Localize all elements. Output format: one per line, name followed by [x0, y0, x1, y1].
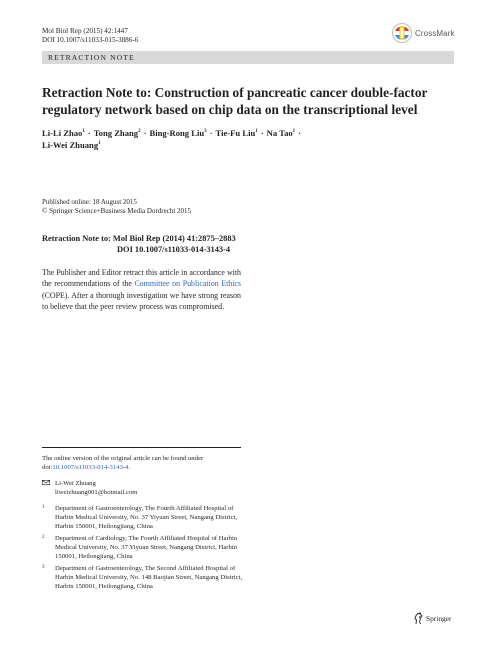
body-text: The Publisher and Editor retract this article in accordance with the recommendations of the	[42, 268, 241, 289]
footnote-divider	[42, 447, 241, 448]
springer-horse-icon	[413, 612, 424, 625]
article-title: Retraction Note to: Construction of pancreatic cancer double-factor regulatory network based on chip data on the transcriptional level	[42, 85, 428, 117]
published-online: Published online: 18 August 2015	[42, 198, 137, 206]
publisher-logo	[413, 612, 451, 625]
affiliation-text: Department of Cardiology, The Fourth Affiliated Hospital of Harbin Medical University, No. 37 Yiyuan Street, Nangang District, Harbin 150001, Heilongjiang, China	[55, 535, 238, 560]
online-version-note	[42, 454, 252, 472]
author-separator: ·	[298, 128, 302, 138]
affiliation-text: Department of Gastroenterology, The Second Affiliated Hospital of Harbin Medical University, No. 148 Baojian Street, Nangang District, Harbin 150001, Heilongjiang, China	[55, 565, 243, 590]
crossmark-label: CrossMark	[415, 28, 455, 38]
author-affiliation-marker: 3	[204, 129, 207, 135]
affiliation-number: 3	[42, 565, 45, 570]
retraction-body	[42, 267, 241, 313]
author-name[interactable]: Li-Wei Zhuang	[42, 139, 99, 150]
affiliation-text: Department of Gastroenterology, The Fourth Affiliated Hospital of Harbin Medical University, No. 37 Yiyuan Street, Nangang District, Harbin 150001, Heilongjiang, China	[55, 505, 238, 530]
corresponding-author-name: Li-Wei Zhuang	[55, 480, 96, 487]
affiliation-number: 1	[42, 505, 45, 510]
author-affiliation-marker: 1	[82, 129, 85, 135]
online-note-text: The online version of the original article can be found under doi:	[42, 455, 204, 471]
author-affiliation-marker: 1	[292, 129, 296, 135]
retraction-reference-doi[interactable]: DOI 10.1007/s11033-014-3143-4	[117, 244, 231, 254]
journal-citation: Mol Biol Rep (2015) 42:1447	[42, 27, 128, 35]
author-list	[42, 128, 462, 151]
cope-link[interactable]: Committee on Publication Ethics	[134, 279, 241, 289]
publisher-name: Springer	[426, 614, 452, 623]
section-label: RETRACTION NOTE	[48, 53, 135, 62]
copyright-notice: © Springer Science+Business Media Dordrecht 2015	[42, 207, 192, 215]
original-article-doi-link[interactable]: 10.1007/s11033-014-3143-4	[52, 464, 129, 471]
body-text: (COPE). After a thorough investigation we have strong reason to believe that the peer review process was compromised.	[42, 290, 241, 312]
author-name[interactable]: Tie-Fu Liu	[215, 128, 256, 138]
author-separator: ·	[87, 128, 91, 138]
author-name[interactable]: Na Tao	[266, 128, 293, 138]
author-separator: ·	[209, 128, 213, 138]
author-name[interactable]: Bing-Rong Liu	[149, 128, 205, 138]
affiliation-number: 2	[42, 535, 45, 540]
author-name[interactable]: Tong Zhang	[93, 128, 139, 138]
corresponding-author-email[interactable]: liweizhuang001@hotmail.com	[55, 489, 138, 496]
author-name[interactable]: Li-Li Zhao	[42, 128, 83, 138]
retraction-reference: Retraction Note to: Mol Biol Rep (2014) 41:2875–2883	[42, 234, 236, 243]
online-note-end: .	[128, 464, 131, 471]
author-affiliation-marker: 1	[98, 140, 101, 146]
crossmark-icon	[392, 22, 412, 44]
crossmark-badge[interactable]	[392, 21, 455, 45]
envelope-icon	[42, 480, 50, 485]
article-doi: DOI 10.1007/s11033-015-3886-6	[42, 36, 139, 44]
author-separator: ·	[143, 128, 147, 138]
author-affiliation-marker: 2	[138, 129, 141, 135]
author-affiliation-marker: 1	[255, 129, 258, 135]
author-separator: ·	[260, 128, 264, 138]
